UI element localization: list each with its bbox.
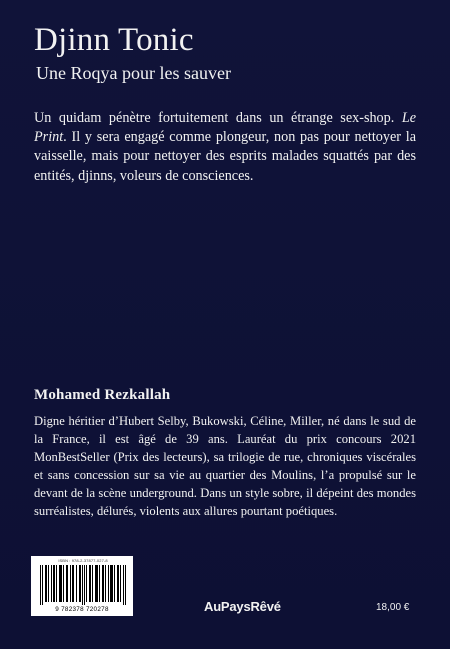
book-title: Djinn Tonic (34, 22, 194, 58)
blurb-italic-place: Le Print (34, 110, 416, 146)
author-name: Mohamed Rezkallah (34, 387, 171, 403)
blurb-start: Un quidam pénètre fortuitement dans un étrange sex-shop. (34, 110, 395, 126)
price: 18,00 € (376, 602, 410, 613)
publisher-logo: AuPaysRêvé (204, 599, 281, 614)
barcode (31, 556, 133, 616)
author-bio: Digne héritier d’Hubert Selby, Bukowski, Céline, Miller, né dans le sud de la France, il est âgé de 39 ans. Lauréat du prix concours 2021 MonBestSeller (Prix des lecteurs), sa trilogie de rue, chroniques viscérales et sans concession sur sa vie au quartier des Moulins, l’a propulsé sur le devant de la scène underground. Dans un style sobre, il dépeint des mondes surréalistes, délurés, violents aux allures pourtant poétiques. (34, 414, 416, 519)
barcode-digits: 9 782378 720278 (55, 606, 109, 613)
book-subtitle: Une Roqya pour les sauver (36, 63, 231, 83)
barcode-bars (40, 565, 126, 605)
blurb (34, 109, 416, 186)
blurb-rest: . Il y sera engagé comme plongeur, non pas pour nettoyer la vaisselle, mais pour nettoyer des esprits malades squattés par des entités, djinns, voleurs de consciences. (34, 129, 416, 184)
isbn-label: ISBN : 978-2-37877-027-8 (58, 558, 108, 563)
